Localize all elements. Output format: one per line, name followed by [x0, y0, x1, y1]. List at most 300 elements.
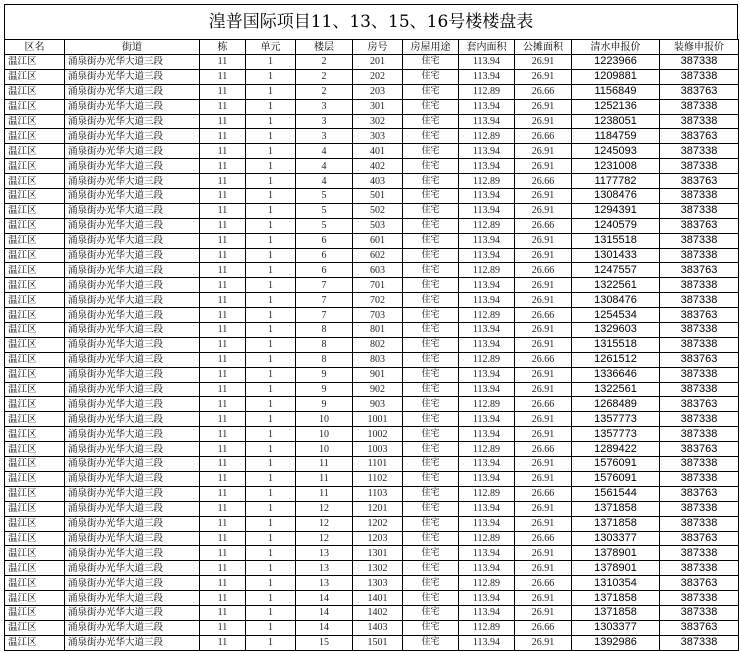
table-row — [5, 218, 739, 233]
cell-room: 1103 — [353, 486, 403, 501]
cell-street: 涌泉街办光华大道三段 — [65, 501, 200, 516]
cell-decoration-price: 383763 — [660, 486, 739, 501]
cell-bare-price: 1371858 — [572, 605, 660, 620]
cell-shared-area: 26.91 — [515, 144, 572, 159]
cell-usage: 住宅 — [403, 129, 459, 144]
table-row — [5, 501, 739, 516]
cell-decoration-price: 387338 — [660, 189, 739, 204]
cell-room: 203 — [353, 84, 403, 99]
cell-building: 11 — [200, 323, 246, 338]
cell-shared-area: 26.91 — [515, 471, 572, 486]
cell-shared-area: 26.91 — [515, 561, 572, 576]
cell-unit: 1 — [246, 233, 296, 248]
table-row — [5, 189, 739, 204]
cell-decoration-price: 387338 — [660, 144, 739, 159]
cell-district: 温江区 — [5, 99, 65, 114]
cell-room: 401 — [353, 144, 403, 159]
cell-shared-area: 26.91 — [515, 605, 572, 620]
cell-building: 11 — [200, 99, 246, 114]
cell-usage: 住宅 — [403, 69, 459, 84]
cell-interior-area: 112.89 — [459, 352, 515, 367]
cell-interior-area: 112.89 — [459, 620, 515, 635]
cell-street: 涌泉街办光华大道三段 — [65, 591, 200, 606]
cell-usage: 住宅 — [403, 99, 459, 114]
cell-unit: 1 — [246, 144, 296, 159]
cell-unit: 1 — [246, 248, 296, 263]
cell-street: 涌泉街办光华大道三段 — [65, 620, 200, 635]
cell-bare-price: 1576091 — [572, 457, 660, 472]
cell-interior-area: 112.89 — [459, 308, 515, 323]
cell-unit: 1 — [246, 605, 296, 620]
cell-district: 温江区 — [5, 278, 65, 293]
cell-interior-area: 113.94 — [459, 471, 515, 486]
cell-floor: 2 — [296, 69, 353, 84]
cell-shared-area: 26.66 — [515, 442, 572, 457]
cell-decoration-price: 387338 — [660, 635, 739, 650]
cell-shared-area: 26.91 — [515, 293, 572, 308]
cell-building: 11 — [200, 397, 246, 412]
cell-usage: 住宅 — [403, 218, 459, 233]
cell-floor: 14 — [296, 620, 353, 635]
cell-floor: 3 — [296, 114, 353, 129]
cell-interior-area: 113.94 — [459, 546, 515, 561]
cell-room: 701 — [353, 278, 403, 293]
cell-floor: 12 — [296, 531, 353, 546]
cell-room: 1303 — [353, 576, 403, 591]
header-street: 街道 — [65, 40, 200, 55]
cell-shared-area: 26.91 — [515, 55, 572, 70]
cell-room: 801 — [353, 323, 403, 338]
cell-bare-price: 1329603 — [572, 323, 660, 338]
header-row — [5, 40, 739, 55]
cell-interior-area: 112.89 — [459, 531, 515, 546]
cell-decoration-price: 387338 — [660, 203, 739, 218]
cell-street: 涌泉街办光华大道三段 — [65, 55, 200, 70]
cell-district: 温江区 — [5, 293, 65, 308]
cell-building: 11 — [200, 471, 246, 486]
cell-decoration-price: 387338 — [660, 99, 739, 114]
cell-district: 温江区 — [5, 174, 65, 189]
cell-district: 温江区 — [5, 55, 65, 70]
cell-district: 温江区 — [5, 412, 65, 427]
cell-room: 502 — [353, 203, 403, 218]
cell-decoration-price: 387338 — [660, 561, 739, 576]
cell-bare-price: 1294391 — [572, 203, 660, 218]
cell-street: 涌泉街办光华大道三段 — [65, 263, 200, 278]
cell-unit: 1 — [246, 129, 296, 144]
cell-unit: 1 — [246, 382, 296, 397]
cell-unit: 1 — [246, 531, 296, 546]
cell-floor: 9 — [296, 382, 353, 397]
cell-street: 涌泉街办光华大道三段 — [65, 576, 200, 591]
cell-building: 11 — [200, 114, 246, 129]
cell-building: 11 — [200, 55, 246, 70]
cell-shared-area: 26.91 — [515, 546, 572, 561]
cell-unit: 1 — [246, 308, 296, 323]
cell-unit: 1 — [246, 576, 296, 591]
cell-room: 301 — [353, 99, 403, 114]
cell-street: 涌泉街办光华大道三段 — [65, 531, 200, 546]
cell-building: 11 — [200, 144, 246, 159]
cell-usage: 住宅 — [403, 189, 459, 204]
cell-interior-area: 113.94 — [459, 501, 515, 516]
cell-room: 201 — [353, 55, 403, 70]
cell-street: 涌泉街办光华大道三段 — [65, 352, 200, 367]
cell-usage: 住宅 — [403, 352, 459, 367]
cell-unit: 1 — [246, 457, 296, 472]
cell-room: 1202 — [353, 516, 403, 531]
cell-shared-area: 26.91 — [515, 635, 572, 650]
cell-street: 涌泉街办光华大道三段 — [65, 337, 200, 352]
table-row — [5, 471, 739, 486]
cell-interior-area: 113.94 — [459, 412, 515, 427]
cell-building: 11 — [200, 84, 246, 99]
cell-street: 涌泉街办光华大道三段 — [65, 427, 200, 442]
cell-unit: 1 — [246, 159, 296, 174]
cell-shared-area: 26.66 — [515, 218, 572, 233]
cell-usage: 住宅 — [403, 174, 459, 189]
cell-district: 温江区 — [5, 367, 65, 382]
cell-district: 温江区 — [5, 635, 65, 650]
cell-decoration-price: 387338 — [660, 293, 739, 308]
cell-bare-price: 1392986 — [572, 635, 660, 650]
cell-building: 11 — [200, 546, 246, 561]
cell-shared-area: 26.91 — [515, 233, 572, 248]
table-body — [5, 55, 739, 651]
cell-decoration-price: 387338 — [660, 337, 739, 352]
header-bare-price: 清水申报价 — [572, 40, 660, 55]
header-district: 区名 — [5, 40, 65, 55]
table-row — [5, 99, 739, 114]
cell-district: 温江区 — [5, 323, 65, 338]
cell-bare-price: 1301433 — [572, 248, 660, 263]
cell-usage: 住宅 — [403, 531, 459, 546]
cell-decoration-price: 387338 — [660, 382, 739, 397]
header-floor: 楼层 — [296, 40, 353, 55]
cell-usage: 住宅 — [403, 233, 459, 248]
cell-shared-area: 26.91 — [515, 114, 572, 129]
cell-street: 涌泉街办光华大道三段 — [65, 114, 200, 129]
cell-floor: 3 — [296, 99, 353, 114]
cell-interior-area: 113.94 — [459, 203, 515, 218]
cell-floor: 8 — [296, 337, 353, 352]
cell-floor: 11 — [296, 486, 353, 501]
cell-shared-area: 26.66 — [515, 174, 572, 189]
cell-building: 11 — [200, 69, 246, 84]
cell-building: 11 — [200, 174, 246, 189]
cell-unit: 1 — [246, 203, 296, 218]
cell-unit: 1 — [246, 620, 296, 635]
cell-usage: 住宅 — [403, 412, 459, 427]
cell-bare-price: 1231008 — [572, 159, 660, 174]
cell-district: 温江区 — [5, 337, 65, 352]
cell-street: 涌泉街办光华大道三段 — [65, 546, 200, 561]
cell-room: 1003 — [353, 442, 403, 457]
cell-interior-area: 113.94 — [459, 591, 515, 606]
cell-bare-price: 1238051 — [572, 114, 660, 129]
cell-room: 501 — [353, 189, 403, 204]
cell-shared-area: 26.91 — [515, 337, 572, 352]
cell-floor: 10 — [296, 442, 353, 457]
cell-room: 1201 — [353, 501, 403, 516]
cell-unit: 1 — [246, 546, 296, 561]
cell-floor: 10 — [296, 412, 353, 427]
cell-district: 温江区 — [5, 457, 65, 472]
cell-interior-area: 113.94 — [459, 561, 515, 576]
cell-unit: 1 — [246, 293, 296, 308]
cell-building: 11 — [200, 218, 246, 233]
cell-decoration-price: 383763 — [660, 174, 739, 189]
cell-floor: 2 — [296, 55, 353, 70]
cell-interior-area: 113.94 — [459, 367, 515, 382]
cell-bare-price: 1357773 — [572, 427, 660, 442]
cell-bare-price: 1561544 — [572, 486, 660, 501]
cell-building: 11 — [200, 159, 246, 174]
cell-street: 涌泉街办光华大道三段 — [65, 248, 200, 263]
cell-usage: 住宅 — [403, 382, 459, 397]
cell-bare-price: 1322561 — [572, 278, 660, 293]
cell-bare-price: 1371858 — [572, 516, 660, 531]
cell-district: 温江区 — [5, 308, 65, 323]
cell-room: 402 — [353, 159, 403, 174]
cell-floor: 13 — [296, 561, 353, 576]
cell-bare-price: 1378901 — [572, 561, 660, 576]
cell-district: 温江区 — [5, 576, 65, 591]
cell-room: 1203 — [353, 531, 403, 546]
cell-room: 202 — [353, 69, 403, 84]
cell-unit: 1 — [246, 278, 296, 293]
cell-building: 11 — [200, 561, 246, 576]
cell-room: 403 — [353, 174, 403, 189]
cell-building: 11 — [200, 442, 246, 457]
cell-interior-area: 113.94 — [459, 55, 515, 70]
table-row — [5, 635, 739, 650]
table-row — [5, 382, 739, 397]
cell-building: 11 — [200, 620, 246, 635]
table-row — [5, 531, 739, 546]
cell-street: 涌泉街办光华大道三段 — [65, 308, 200, 323]
cell-unit: 1 — [246, 486, 296, 501]
cell-unit: 1 — [246, 561, 296, 576]
cell-interior-area: 113.94 — [459, 457, 515, 472]
cell-building: 11 — [200, 129, 246, 144]
cell-interior-area: 113.94 — [459, 248, 515, 263]
cell-unit: 1 — [246, 635, 296, 650]
cell-floor: 10 — [296, 427, 353, 442]
cell-bare-price: 1371858 — [572, 501, 660, 516]
cell-district: 温江区 — [5, 203, 65, 218]
cell-room: 1301 — [353, 546, 403, 561]
cell-building: 11 — [200, 635, 246, 650]
cell-bare-price: 1576091 — [572, 471, 660, 486]
cell-decoration-price: 387338 — [660, 546, 739, 561]
cell-interior-area: 113.94 — [459, 605, 515, 620]
cell-usage: 住宅 — [403, 278, 459, 293]
cell-building: 11 — [200, 412, 246, 427]
cell-street: 涌泉街办光华大道三段 — [65, 218, 200, 233]
cell-bare-price: 1177782 — [572, 174, 660, 189]
cell-decoration-price: 387338 — [660, 323, 739, 338]
cell-room: 1001 — [353, 412, 403, 427]
table-row — [5, 55, 739, 70]
cell-bare-price: 1289422 — [572, 442, 660, 457]
cell-decoration-price: 387338 — [660, 55, 739, 70]
cell-floor: 4 — [296, 144, 353, 159]
cell-bare-price: 1156849 — [572, 84, 660, 99]
table-row — [5, 576, 739, 591]
table-row — [5, 248, 739, 263]
cell-decoration-price: 387338 — [660, 114, 739, 129]
cell-usage: 住宅 — [403, 442, 459, 457]
cell-floor: 11 — [296, 457, 353, 472]
cell-district: 温江区 — [5, 427, 65, 442]
cell-usage: 住宅 — [403, 263, 459, 278]
cell-building: 11 — [200, 516, 246, 531]
cell-district: 温江区 — [5, 129, 65, 144]
cell-floor: 14 — [296, 605, 353, 620]
cell-shared-area: 26.91 — [515, 203, 572, 218]
cell-street: 涌泉街办光华大道三段 — [65, 516, 200, 531]
cell-street: 涌泉街办光华大道三段 — [65, 278, 200, 293]
cell-unit: 1 — [246, 427, 296, 442]
cell-bare-price: 1357773 — [572, 412, 660, 427]
table-row — [5, 308, 739, 323]
cell-bare-price: 1303377 — [572, 620, 660, 635]
cell-bare-price: 1209881 — [572, 69, 660, 84]
cell-bare-price: 1223966 — [572, 55, 660, 70]
cell-decoration-price: 383763 — [660, 129, 739, 144]
cell-district: 温江区 — [5, 114, 65, 129]
cell-shared-area: 26.66 — [515, 620, 572, 635]
cell-interior-area: 113.94 — [459, 144, 515, 159]
cell-district: 温江区 — [5, 605, 65, 620]
cell-street: 涌泉街办光华大道三段 — [65, 293, 200, 308]
cell-floor: 12 — [296, 501, 353, 516]
cell-shared-area: 26.91 — [515, 501, 572, 516]
cell-floor: 3 — [296, 129, 353, 144]
cell-floor: 6 — [296, 233, 353, 248]
cell-decoration-price: 383763 — [660, 352, 739, 367]
header-interior-area: 套内面积 — [459, 40, 515, 55]
cell-bare-price: 1308476 — [572, 189, 660, 204]
cell-unit: 1 — [246, 471, 296, 486]
cell-decoration-price: 387338 — [660, 159, 739, 174]
cell-street: 涌泉街办光华大道三段 — [65, 397, 200, 412]
cell-street: 涌泉街办光华大道三段 — [65, 412, 200, 427]
cell-usage: 住宅 — [403, 471, 459, 486]
cell-decoration-price: 383763 — [660, 620, 739, 635]
cell-shared-area: 26.66 — [515, 486, 572, 501]
cell-usage: 住宅 — [403, 159, 459, 174]
cell-shared-area: 26.91 — [515, 159, 572, 174]
cell-decoration-price: 383763 — [660, 218, 739, 233]
cell-decoration-price: 387338 — [660, 367, 739, 382]
cell-decoration-price: 387338 — [660, 457, 739, 472]
cell-decoration-price: 387338 — [660, 233, 739, 248]
cell-interior-area: 112.89 — [459, 263, 515, 278]
cell-room: 901 — [353, 367, 403, 382]
cell-room: 302 — [353, 114, 403, 129]
cell-interior-area: 113.94 — [459, 635, 515, 650]
sheet — [4, 4, 738, 651]
cell-interior-area: 113.94 — [459, 159, 515, 174]
cell-floor: 5 — [296, 218, 353, 233]
cell-room: 601 — [353, 233, 403, 248]
table-row — [5, 546, 739, 561]
cell-shared-area: 26.66 — [515, 397, 572, 412]
cell-usage: 住宅 — [403, 293, 459, 308]
cell-bare-price: 1252136 — [572, 99, 660, 114]
cell-shared-area: 26.91 — [515, 99, 572, 114]
cell-floor: 5 — [296, 203, 353, 218]
cell-unit: 1 — [246, 69, 296, 84]
table-row — [5, 605, 739, 620]
cell-usage: 住宅 — [403, 605, 459, 620]
cell-room: 802 — [353, 337, 403, 352]
cell-bare-price: 1378901 — [572, 546, 660, 561]
cell-bare-price: 1310354 — [572, 576, 660, 591]
cell-unit: 1 — [246, 114, 296, 129]
cell-usage: 住宅 — [403, 576, 459, 591]
cell-district: 温江区 — [5, 591, 65, 606]
cell-room: 603 — [353, 263, 403, 278]
cell-usage: 住宅 — [403, 144, 459, 159]
cell-bare-price: 1261512 — [572, 352, 660, 367]
cell-bare-price: 1315518 — [572, 337, 660, 352]
cell-usage: 住宅 — [403, 516, 459, 531]
table-row — [5, 352, 739, 367]
cell-district: 温江区 — [5, 248, 65, 263]
cell-interior-area: 113.94 — [459, 114, 515, 129]
cell-interior-area: 112.89 — [459, 576, 515, 591]
cell-street: 涌泉街办光华大道三段 — [65, 129, 200, 144]
cell-shared-area: 26.66 — [515, 531, 572, 546]
cell-bare-price: 1303377 — [572, 531, 660, 546]
cell-building: 11 — [200, 233, 246, 248]
cell-room: 703 — [353, 308, 403, 323]
cell-street: 涌泉街办光华大道三段 — [65, 605, 200, 620]
header-shared-area: 公摊面积 — [515, 40, 572, 55]
cell-room: 503 — [353, 218, 403, 233]
cell-usage: 住宅 — [403, 397, 459, 412]
cell-decoration-price: 383763 — [660, 397, 739, 412]
cell-shared-area: 26.66 — [515, 576, 572, 591]
cell-decoration-price: 387338 — [660, 605, 739, 620]
cell-room: 303 — [353, 129, 403, 144]
header-unit: 单元 — [246, 40, 296, 55]
cell-bare-price: 1240579 — [572, 218, 660, 233]
cell-floor: 6 — [296, 248, 353, 263]
cell-unit: 1 — [246, 412, 296, 427]
cell-room: 903 — [353, 397, 403, 412]
cell-building: 11 — [200, 293, 246, 308]
cell-street: 涌泉街办光华大道三段 — [65, 471, 200, 486]
cell-building: 11 — [200, 189, 246, 204]
cell-floor: 6 — [296, 263, 353, 278]
cell-room: 1102 — [353, 471, 403, 486]
cell-shared-area: 26.91 — [515, 69, 572, 84]
cell-usage: 住宅 — [403, 620, 459, 635]
cell-floor: 12 — [296, 516, 353, 531]
cell-unit: 1 — [246, 397, 296, 412]
cell-shared-area: 26.66 — [515, 352, 572, 367]
cell-shared-area: 26.91 — [515, 516, 572, 531]
table-row — [5, 263, 739, 278]
sheet-title: 湟普国际项目11、13、15、16号楼楼盘表 — [4, 4, 738, 39]
table-row — [5, 367, 739, 382]
cell-district: 温江区 — [5, 397, 65, 412]
cell-decoration-price: 383763 — [660, 442, 739, 457]
